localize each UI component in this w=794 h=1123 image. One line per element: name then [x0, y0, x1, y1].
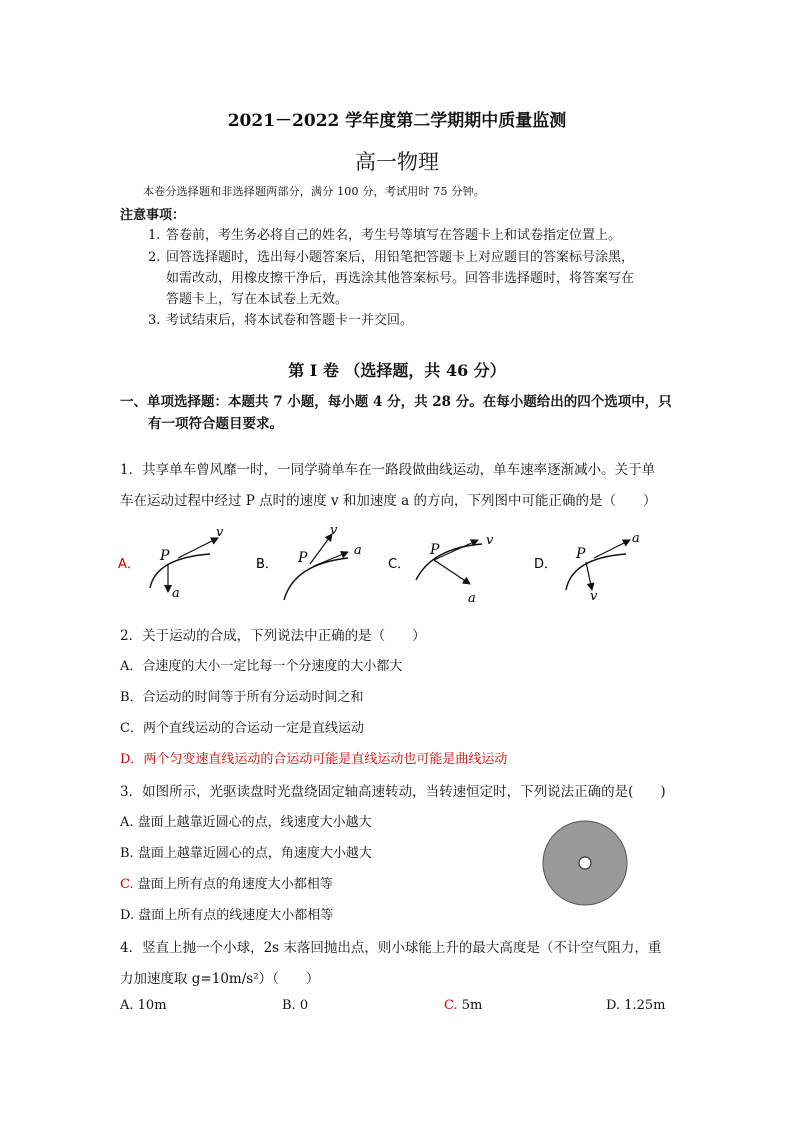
exam-intro: 本卷分选择题和非选择题两部分，满分 100 分，考试用时 75 分钟。: [143, 185, 485, 198]
q1-option-b: B．: [256, 557, 278, 572]
q4-option-c: C. 5m: [444, 998, 483, 1013]
q1-c-v: v: [486, 533, 494, 548]
q2-option-a: A．合速度的大小一定比每一个分速度的大小都大: [120, 659, 403, 674]
q4-stem-cont: 力加速度取 g=10m/s²）（ ）: [120, 971, 320, 987]
notice-item-3: 3. 考试结束后，将本试卷和答题卡一并交回。: [148, 313, 414, 328]
q1-c-point: P: [430, 542, 440, 558]
q1-option-d: D．: [534, 557, 558, 572]
section-heading-cont: 有一项符合题目要求。: [148, 416, 283, 432]
q1-d-a: a: [632, 531, 640, 546]
q1-option-c: C．: [388, 557, 411, 572]
q1-stem: 1．共享单车曾风靡一时，一同学骑单车在一路段做曲线运动，单车速率逐渐减小。关于单: [120, 462, 656, 478]
exam-title: 2021－2022 学年度第二学期期中质量监测: [227, 111, 567, 131]
q2-option-c: C．两个直线运动的合运动一定是直线运动: [120, 721, 364, 736]
optical-disc-figure: [540, 818, 630, 908]
notice-item-1: 1. 答卷前，考生务必将自己的姓名，考生号等填写在答题卡上和试卷指定位置上。: [148, 228, 622, 243]
q1-b-v: v: [330, 523, 338, 538]
q3-option-d: D. 盘面上所有点的线速度大小都相等: [120, 908, 334, 923]
q2-option-d: D．两个匀变速直线运动的合运动可能是直线运动也可能是曲线运动: [120, 752, 508, 767]
q1-a-v: v: [216, 525, 224, 540]
q1-option-a: A．: [118, 557, 140, 572]
q1-diagrams: [110, 520, 670, 610]
q1-d-point: P: [576, 546, 586, 562]
notice-item-2: 2. 回答选择题时，选出每小题答案后，用铅笔把答题卡上对应题目的答案标号涂黑，: [148, 250, 635, 265]
q1-a-point: P: [160, 548, 170, 564]
q1-a-a: a: [172, 586, 180, 601]
q4-option-b: B. 0: [282, 998, 309, 1013]
q1-stem-cont: 车在运动过程中经过 P 点时的速度 v 和加速度 a 的方向，下列图中可能正确的是（ ）: [120, 493, 657, 509]
section-heading: 一、单项选择题：本题共 7 小题，每小题 4 分，共 28 分。在每小题给出的四个选项中，只: [120, 394, 672, 410]
q3-option-c: C. 盘面上所有点的角速度大小都相等: [120, 877, 333, 892]
q3-stem: 3．如图所示，光驱读盘时光盘绕固定轴高速转动，当转速恒定时，下列说法正确的是( ): [120, 784, 666, 800]
notice-item-2-cont2: 答题卡上，写在本试卷上无效。: [166, 292, 349, 307]
q1-b-point: P: [298, 550, 308, 566]
part-heading: 第 I 卷 （选择题，共 46 分）: [288, 361, 506, 380]
exam-subtitle: 高一物理: [355, 150, 439, 174]
notice-item-2-cont: 如需改动，用橡皮擦干净后，再选涂其他答案标号。回答非选择题时，将答案写在: [166, 271, 635, 286]
q4-stem: 4．竖直上抛一个小球，2s 末落回抛出点，则小球能上升的最大高度是（不计空气阻力，重: [120, 940, 662, 956]
q4-option-d: D. 1.25m: [606, 998, 666, 1013]
q2-option-b: B．合运动的时间等于所有分运动时间之和: [120, 690, 364, 705]
q3-option-b: B. 盘面上越靠近圆心的点，角速度大小越大: [120, 846, 372, 861]
q3-option-a: A. 盘面上越靠近圆心的点，线速度大小越大: [120, 815, 372, 830]
q2-stem: 2．关于运动的合成，下列说法中正确的是（ ）: [120, 628, 426, 644]
notice-heading: 注意事项：: [120, 208, 186, 223]
q1-b-a: a: [354, 543, 362, 558]
q1-d-v: v: [590, 589, 598, 604]
q4-option-a: A. 10m: [120, 998, 167, 1013]
q1-c-a: a: [468, 591, 476, 606]
